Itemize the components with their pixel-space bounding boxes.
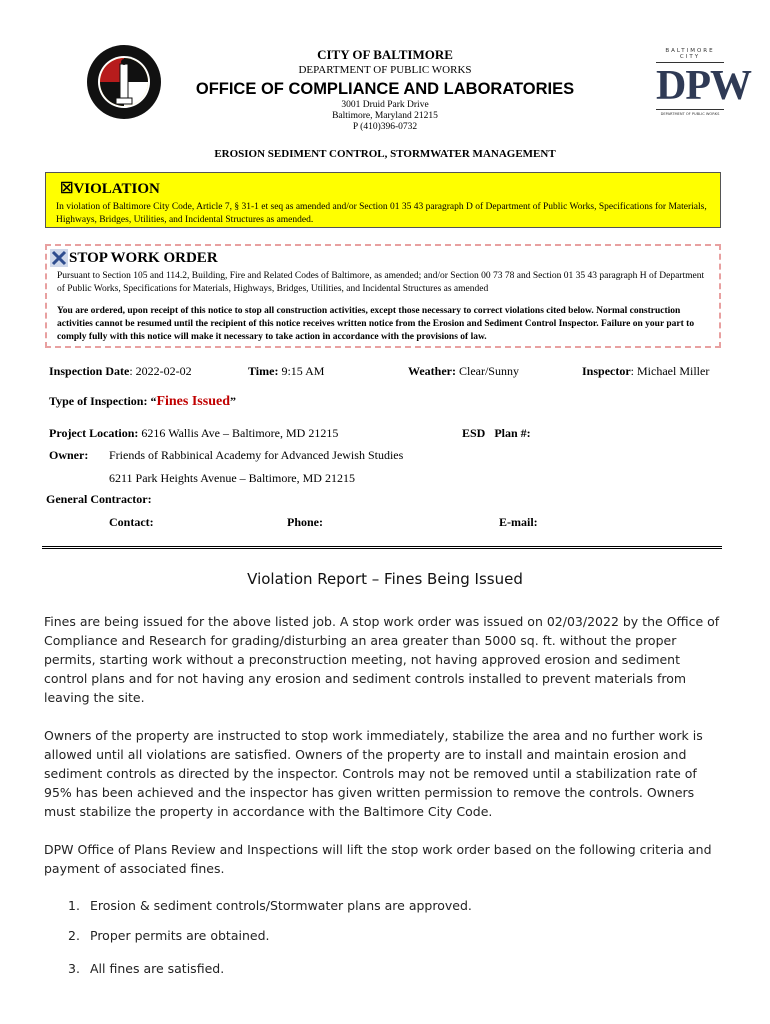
- violation-title: VIOLATION: [73, 181, 160, 197]
- contact-label: Contact:: [109, 515, 154, 529]
- list-item: [68, 961, 224, 976]
- stop-work-order-box: [45, 244, 721, 348]
- department-title: DEPARTMENT OF PUBLIC WORKS: [298, 64, 472, 76]
- owner-label: Owner:: [49, 448, 89, 462]
- weather-label: Weather:: [408, 364, 456, 378]
- report-paragraph-1: Fines are being issued for the above listed job. A stop work order was issued on 02/03/2022 by the Office of Compliance and Research for grading/disturbing an area greater than 5000 sq. ft. without the proper permits, starting work without a preconstruction meeting, not having approved erosion and sediment control plans and for not having any erosion and sediment controls installed to prevent materials from leaving the site.: [44, 614, 720, 705]
- list-item: [68, 928, 269, 943]
- stop-work-order-text: Pursuant to Section 105 and 114.2, Building, Fire and Related Codes of Baltimore, as amended; and/or Section 00 73 78 and Section 01 35 43 paragraph H of Department of Public Works, Specifications for Materials, Highways, Bridges, Utilities, and Incidental Structures as amended: [57, 271, 705, 294]
- list-item-number: 1.: [68, 898, 80, 913]
- phone-line: P (410)396-0732: [352, 122, 418, 132]
- inspection-time-value: 9:15 AM: [278, 364, 325, 378]
- stop-work-order-notice: You are ordered, upon receipt of this notice to stop all construction activities, except those necessary to correct violations cited below. Normal construction activities cannot be resumed until the recipient of this notice receives written notice from the Erosion and Sediment Control Inspector. Failure on your part to comply fully with this notice will make it necessary to take action in accordance with the provisions of law.: [57, 306, 695, 342]
- inspection-type-label: Type of Inspection:: [49, 394, 151, 408]
- inspection-type-open-quote: “: [150, 394, 157, 408]
- stop-work-order-title: STOP WORK ORDER: [69, 250, 218, 266]
- list-item-text: All fines are satisfied.: [90, 961, 225, 976]
- report-title: Violation Report – Fines Being Issued: [247, 570, 523, 588]
- city-title: CITY OF BALTIMORE: [317, 47, 453, 62]
- section-divider: [42, 546, 722, 549]
- address-line-1: 3001 Druid Park Drive: [341, 100, 429, 110]
- phone-label: Phone:: [287, 515, 323, 529]
- owner-address: 6211 Park Heights Avenue – Baltimore, MD 21215: [109, 471, 355, 485]
- address-line-2: Baltimore, Maryland 21215: [332, 111, 438, 121]
- dpw-logo-top-text: BALTIMORE CITY: [665, 48, 715, 60]
- report-paragraph-3: DPW Office of Plans Review and Inspections will lift the stop work order based on the following criteria and payment of associated fines.: [44, 842, 712, 876]
- inspector-value: : Michael Miller: [630, 364, 710, 378]
- list-item-number: 3.: [68, 961, 80, 976]
- violation-text: In violation of Baltimore City Code, Article 7, § 31-1 et seq as amended and/or Section 01 35 43 paragraph D of Department of Public Works, Specifications for Materials, Highways, Bridges, Utilities, and Incidental Structures as amended.: [56, 202, 707, 225]
- violation-checkbox-icon[interactable]: ☒: [60, 181, 74, 197]
- general-contractor-label: General Contractor:: [46, 492, 152, 506]
- office-title: OFFICE OF COMPLIANCE AND LABORATORIES: [195, 80, 575, 98]
- inspection-date-label: Inspection Date: [49, 364, 130, 378]
- inspection-time-label: Time:: [248, 364, 279, 378]
- list-item-text: Erosion & sediment controls/Stormwater plans are approved.: [90, 898, 472, 913]
- inspection-date-value: : 2022-02-02: [129, 364, 192, 378]
- list-item-number: 2.: [68, 928, 80, 943]
- project-location-label: Project Location:: [49, 426, 139, 440]
- inspection-type-value: Fines Issued: [156, 394, 230, 409]
- stop-x-checkbox-icon[interactable]: [49, 248, 69, 268]
- inspection-type-close-quote: ”: [229, 394, 236, 408]
- email-label: E-mail:: [499, 515, 538, 529]
- project-location-value: 6216 Wallis Ave – Baltimore, MD 21215: [138, 426, 339, 440]
- owner-value: Friends of Rabbinical Academy for Advanced Jewish Studies: [109, 448, 404, 462]
- inspection-time: [248, 364, 324, 379]
- report-paragraph-2: Owners of the property are instructed to stop work immediately, stabilize the area and no further work is allowed until all violations are satisfied. Owners of the property are to install and maintain erosion and sediment controls as directed by the inspector. Controls may not be removed until a stabilization rate of 95% has been achieved and the inspector has given written permission to remove the controls. Owners must stabilize the property in accordance with the Baltimore City Code.: [44, 728, 703, 819]
- inspector-label: Inspector: [582, 364, 631, 378]
- list-item-text: Proper permits are obtained.: [90, 928, 270, 943]
- weather: [408, 364, 519, 379]
- dpw-logo-main-text: DPW: [656, 63, 751, 109]
- list-item: [68, 898, 472, 913]
- dpw-logo-bottom-text: DEPARTMENT OF PUBLIC WORKS: [660, 112, 720, 116]
- section-title: EROSION SEDIMENT CONTROL, STORMWATER MANAGEMENT: [214, 148, 556, 160]
- inspector: [582, 364, 709, 379]
- violation-box: [45, 172, 721, 228]
- esd-plan-label: ESD Plan #:: [462, 426, 531, 440]
- inspection-type: [49, 394, 236, 410]
- inspection-date: [49, 364, 192, 379]
- weather-value: Clear/Sunny: [455, 364, 519, 378]
- project-location: [49, 426, 338, 441]
- violation-heading: [60, 179, 160, 198]
